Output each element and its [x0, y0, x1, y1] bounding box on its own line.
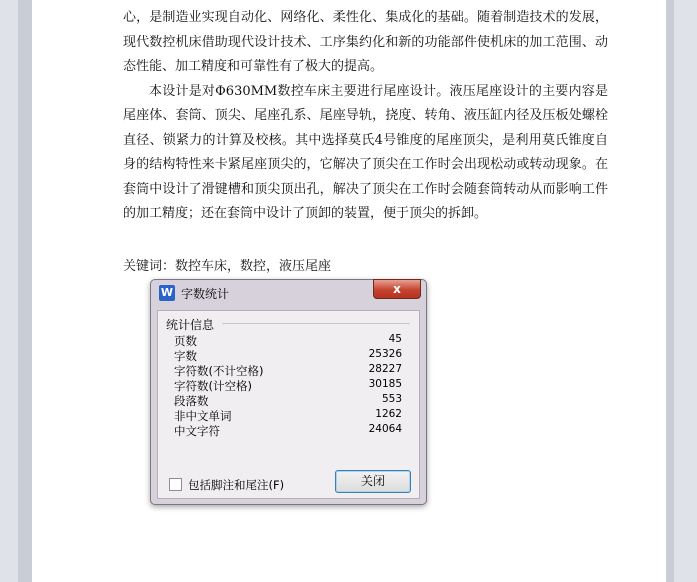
stat-value: 30185 — [368, 378, 402, 390]
include-footnotes-option[interactable] — [169, 477, 284, 493]
stat-value: 25326 — [368, 348, 402, 360]
dialog-titlebar[interactable] — [151, 280, 426, 306]
stat-value: 45 — [388, 333, 402, 345]
stat-label: 非中文单词 — [174, 409, 232, 423]
stat-row-paragraphs — [174, 393, 402, 408]
stat-row-chinese-chars — [174, 423, 402, 438]
stat-label: 字数 — [174, 349, 197, 363]
stat-row-chars-no-spaces — [174, 363, 402, 378]
stat-row-words — [174, 348, 402, 363]
stat-label: 段落数 — [174, 394, 209, 408]
window-left-gutter — [0, 0, 18, 582]
stats-group-label: 统计信息 — [166, 316, 218, 333]
include-footnotes-checkbox[interactable] — [169, 478, 182, 491]
keywords-line: 关键词：数控车床，数控，液压尾座 — [123, 259, 332, 274]
stat-label: 中文字符 — [174, 424, 220, 438]
include-footnotes-label: 包括脚注和尾注(F) — [188, 478, 285, 492]
stat-value: 553 — [381, 393, 402, 405]
dialog-client-area — [157, 310, 420, 499]
stat-row-pages — [174, 333, 402, 348]
window-right-gutter — [674, 0, 697, 582]
stat-value: 24064 — [368, 423, 402, 435]
close-button[interactable]: 关闭 — [335, 470, 411, 493]
word-count-dialog — [150, 279, 427, 505]
document-body — [123, 6, 608, 227]
stat-row-chars-with-spaces — [174, 378, 402, 393]
stat-value: 1262 — [375, 408, 402, 420]
paragraph-1: 心，是制造业实现自动化、网络化、柔性化、集成化的基础。随着制造技术的发展，现代数控机床借助现代设计技术、工序集约化和新的功能部件使机床的加工范围、动态性能、加工精度和可靠性有了极大的提高。 — [123, 10, 608, 74]
stat-value: 28227 — [368, 363, 402, 375]
stat-row-non-chinese-words — [174, 408, 402, 423]
dialog-title: 字数统计 — [181, 287, 230, 301]
stat-label: 字符数(计空格) — [174, 379, 252, 393]
group-divider — [222, 323, 410, 324]
close-icon[interactable]: x — [373, 279, 421, 299]
stat-label: 字符数(不计空格) — [174, 364, 264, 378]
wps-writer-icon: W — [160, 286, 174, 299]
page-left-shadow — [18, 0, 32, 582]
stat-label: 页数 — [174, 334, 197, 348]
page-right-shadow — [666, 0, 674, 582]
paragraph-2: 本设计是对Φ630MM数控车床主要进行尾座设计。液压尾座设计的主要内容是尾座体、套筒、顶尖、尾座孔系、尾座导轨，挠度、转角、液压缸内径及压板处螺栓直径、锁紧力的计算及校核。其中选择莫氏4号锥度的尾座顶尖，是利用莫氏锥度自身的结构特性来卡紧尾座顶尖的，它解决了顶尖在工作时会出现松动或转动现象。在套筒中设计了滑键槽和顶尖顶出孔，解决了顶尖在工作时会随套筒转动从而影响工件的加工精度；还在套筒中设计了顶卸的装置，便于顶尖的拆卸。 — [123, 83, 608, 221]
